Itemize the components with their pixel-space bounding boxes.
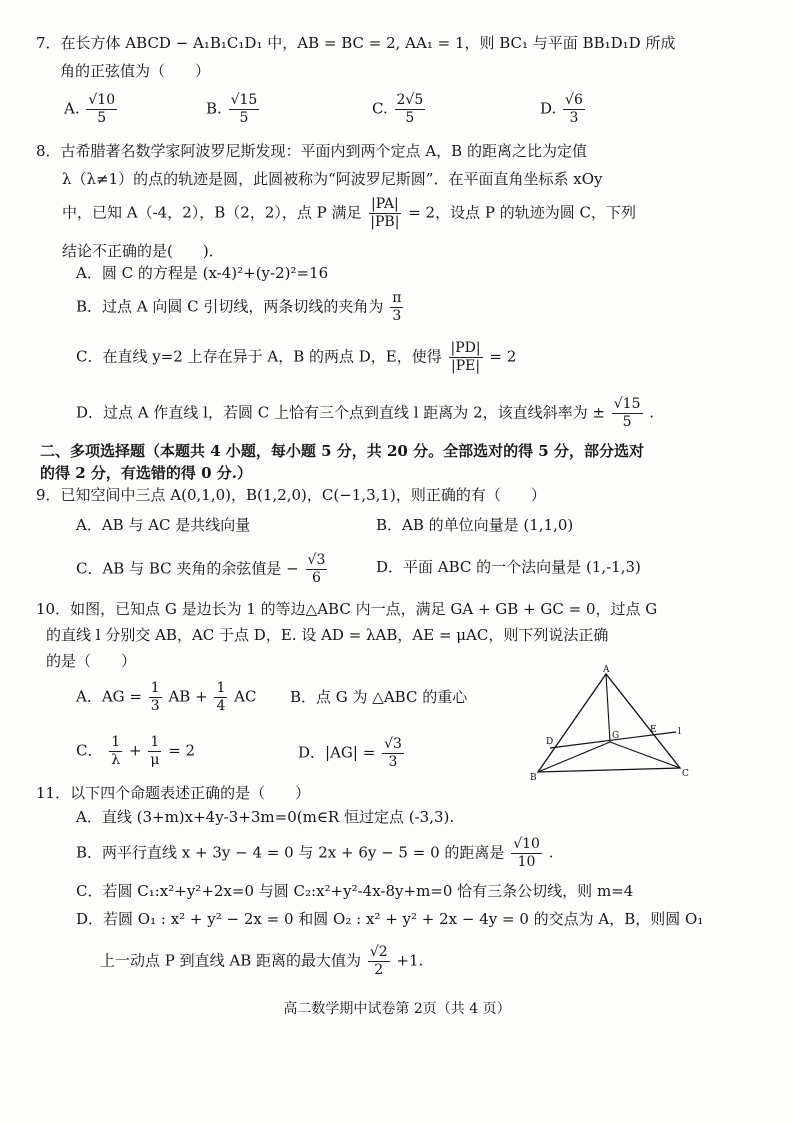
q7-option-c: C. $\frac{2√5}{5}$	[372, 92, 424, 126]
q10-line3: 的是（ ）	[46, 652, 137, 670]
q8-line1: 8．古希腊著名数学家阿波罗尼斯发现：平面内到两个定点 A，B 的距离之比为定值	[36, 142, 587, 160]
q11-option-a: A．直线 (3+m)x+4y-3+3m=0(m∈R 恒过定点 (-3,3).	[76, 808, 455, 826]
q8-option-b: B．过点 A 向圆 C 引切线，两条切线的夹角为 $\frac{\pi}{3}$	[76, 290, 402, 324]
q7-option-d: D. $\frac{√6}{3}$	[540, 92, 583, 126]
q10-option-b: B．点 G 为 △ABC 的重心	[290, 688, 468, 706]
q9-option-a: A．AB 与 AC 是共线向量	[76, 516, 251, 534]
q11-option-b: B．两平行直线 x + 3y − 4 = 0 与 2x + 6y − 5 = 0 的距离是 $\frac{√10}{10}$ .	[76, 836, 554, 870]
q7-option-a: A. $\frac{√10}{5}$	[64, 92, 116, 126]
q8-line4: 结论不正确的是( )．	[62, 242, 224, 260]
q9-option-b: B．AB 的单位向量是 (1,1,0)	[376, 516, 574, 534]
label-a: A	[603, 665, 610, 675]
q9-option-d: D．平面 ABC 的一个法向量是 (1,-1,3)	[376, 558, 641, 576]
section2-heading-line1: 二、多项选择题（本题共 4 小题，每小题 5 分，共 20 分。全部选对的得 5 分，部分选对	[40, 442, 644, 460]
q7-line2: 角的正弦值为（ ）	[60, 62, 211, 80]
q10-line1: 10．如图，已知点 G 是边长为 1 的等边△ABC 内一点，满足 GA + GB + GC = 0，过点 G	[36, 600, 658, 618]
label-l: l	[678, 727, 681, 737]
q7-option-b: B. $\frac{√15}{5}$	[206, 92, 258, 126]
label-d: D	[546, 737, 554, 747]
q10-option-d: D．|AG| = $\frac{√3}{3}$	[298, 736, 402, 770]
q11-option-c: C．若圆 C₁:x²+y²+2x=0 与圆 C₂:x²+y²-4x-8y+m=0 恰有三条公切线，则 m=4	[76, 882, 634, 900]
q11-option-d-line2: 上一动点 P 到直线 AB 距离的最大值为 $\frac{√2}{2}$ +1.	[100, 944, 424, 978]
label-c: C	[682, 769, 689, 779]
q10-line2: 的直线 l 分别交 AB，AC 于点 D，E. 设 AD = λAB，AE = μAC，则下列说法正确	[46, 626, 609, 644]
q9-stem: 9．已知空间中三点 A(0,1,0)，B(1,2,0)，C(−1,3,1)，则正确的有（ ）	[36, 486, 546, 504]
section2-heading-line2: 的得 2 分，有选错的得 0 分.）	[40, 464, 252, 482]
q8-line3: 中，已知 A（-4，2），B（2，2），点 P 满足 $\frac{|PA|}{|PB|}$ = 2，设点 P 的轨迹为圆 C，下列	[62, 196, 636, 230]
label-e: E	[650, 725, 657, 735]
q10-option-c: C． $\frac{1}{\lambda}$ + $\frac{1}{\mu}$ = 2	[76, 734, 196, 768]
label-b: B	[530, 773, 537, 783]
q9-option-c: C．AB 与 BC 夹角的余弦值是 − $\frac{√3}{6}$	[76, 552, 326, 586]
q10-option-a: A．AG = $\frac{1}{3}$ AB + $\frac{1}{4}$ AC	[76, 680, 257, 714]
q8-option-c: C．在直线 y=2 上存在异于 A，B 的两点 D，E，使得 $\frac{|PD|}{|PE|}$ = 2	[76, 340, 517, 374]
q11-option-d-line1: D．若圆 O₁ : x² + y² − 2x = 0 和圆 O₂ : x² + y² + 2x − 4y = 0 的交点为 A，B，则圆 O₁	[76, 910, 704, 928]
q8-option-a: A．圆 C 的方程是 (x-4)²+(y-2)²=16	[76, 264, 329, 282]
triangle-figure	[530, 664, 690, 784]
median-ag	[606, 674, 610, 742]
q8-line2: λ（λ≠1）的点的轨迹是圆，此圆被称为“阿波罗尼斯圆”．在平面直角坐标系 xOy	[62, 170, 603, 188]
label-g: G	[612, 731, 620, 741]
q7-line1: 7．在长方体 ABCD − A₁B₁C₁D₁ 中，AB = BC = 2, AA₁ = 1，则 BC₁ 与平面 BB₁D₁D 所成	[36, 34, 676, 52]
page-footer: 高二数学期中试卷第 2页（共 4 页）	[283, 1001, 511, 1017]
q8-option-d: D．过点 A 作直线 l，若圆 C 上恰有三个点到直线 l 距离为 2，该直线斜率为 ± $\frac{√15}{5}$ .	[76, 396, 655, 430]
q11-stem: 11．以下四个命题表述正确的是（ ）	[36, 784, 311, 802]
